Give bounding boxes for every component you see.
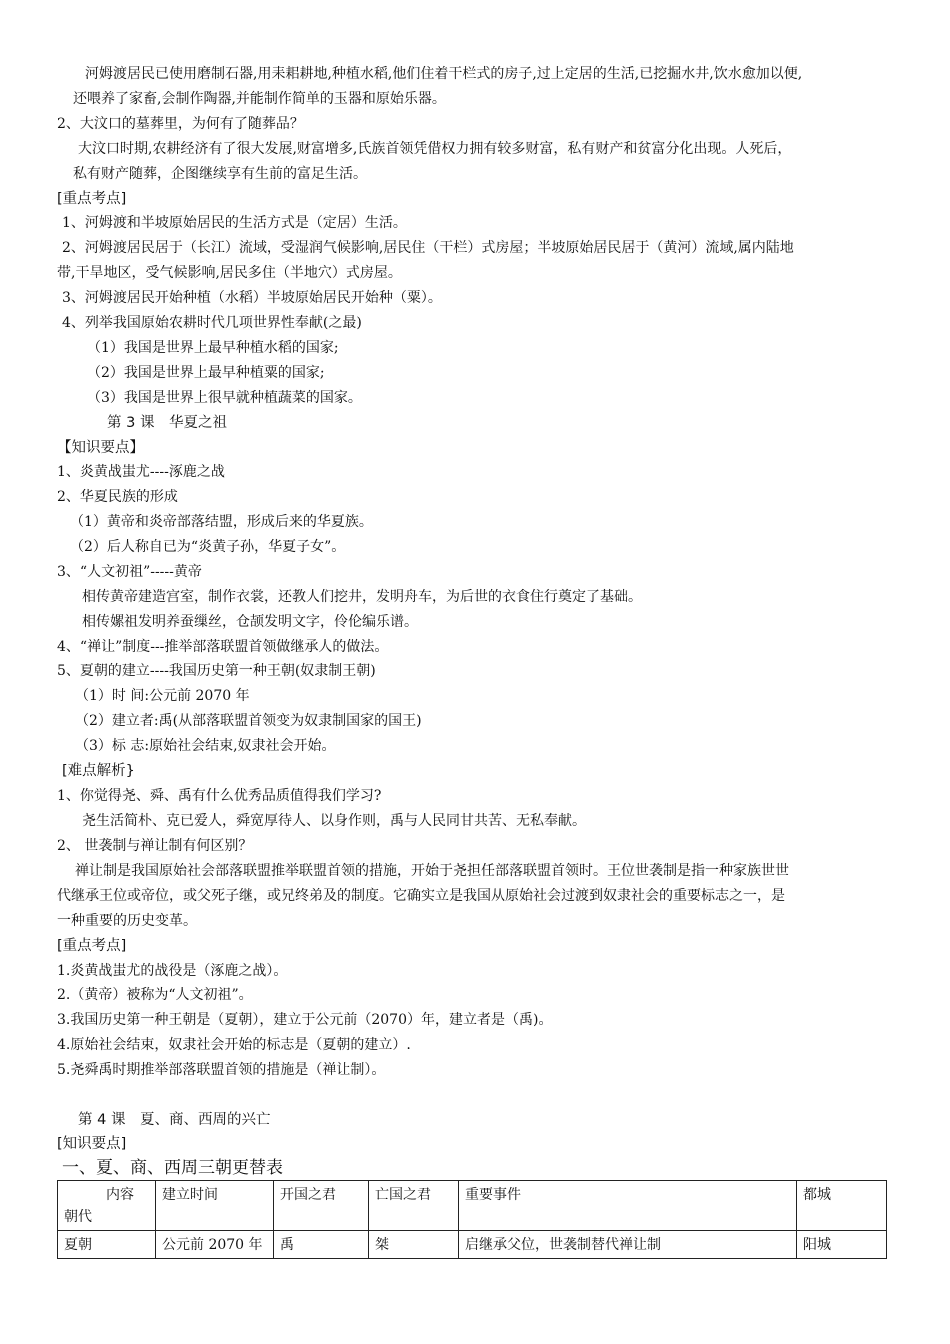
corner-label-content: 内容 [106, 1187, 134, 1203]
knowledge-3-detail-2: 相传嫘祖发明养蚕缫丝，仓颉发明文字，伶伦编乐谱。 [82, 614, 418, 630]
difficulty-answer-2-line-1: 禅让制是我国原始社会部落联盟推举联盟首领的措施，开始于尧担任部落联盟首领时。王位世袭制是指一种家族世世 [75, 863, 789, 879]
cell-last-ruler: 桀 [369, 1231, 459, 1259]
key-point-4-item-3: （3）我国是世界上很早就种植蔬菜的国家。 [87, 390, 362, 406]
difficulty-question-2: 2、 世袭制与禅让制有何区别？ [57, 838, 253, 854]
difficulty-answer-1: 尧生活简朴、克已爱人，舜宽厚待人、以身作则，禹与人民同甘共苦、无私奉献。 [82, 813, 586, 829]
key-point-1: 1、河姆渡和半坡原始居民的生活方式是（定居）生活。 [62, 215, 407, 231]
cell-dynasty: 夏朝 [58, 1231, 156, 1259]
key-point-b-3: 3.我国历史第一种王朝是（夏朝），建立于公元前（2070）年，建立者是（禹)。 [57, 1012, 553, 1028]
paragraph-hemudu-line-2: 还喂养了家畜,会制作陶器,并能制作简单的玉器和原始乐器。 [73, 91, 446, 107]
key-point-b-5: 5.尧舜禹时期推举部落联盟首领的措施是（禅让制）。 [57, 1062, 386, 1078]
table-caption: 一、夏、商、西周三朝更替表 [62, 1158, 283, 1178]
table-row [58, 1231, 887, 1259]
section-heading-key-points-2: [重点考点] [57, 938, 127, 954]
key-point-4-item-2: （2）我国是世界上最早种植粟的国家; [87, 365, 325, 381]
knowledge-4: 4、“禅让”制度---推举部落联盟首领做继承人的做法。 [57, 639, 389, 655]
key-point-b-2: 2.（黄帝）被称为“人文初祖”。 [57, 987, 253, 1003]
key-point-4-item-1: （1）我国是世界上最早种植水稻的国家; [87, 340, 339, 356]
answer-dawenkou-line-1: 大汶口时期,农耕经济有了很大发展,财富增多,氏族首领凭借权力拥有较多财富，私有财产和贫富分化出现。人死后， [78, 141, 792, 157]
difficulty-answer-2-line-3: 一种重要的历史变革。 [57, 913, 197, 929]
section-heading-difficulties: [难点解析} [62, 763, 135, 779]
header-last-ruler: 亡国之君 [369, 1181, 459, 1231]
knowledge-3-detail-1: 相传黄帝建造宫室，制作衣裳，还教人们挖井，发明舟车，为后世的衣食住行奠定了基础。 [82, 589, 642, 605]
section-heading-knowledge: 【知识要点】 [57, 440, 144, 456]
key-point-3: 3、河姆渡居民开始种植（水稻）半坡原始居民开始种（粟）。 [62, 290, 442, 306]
knowledge-5-item-1: （1）时 间:公元前 2070 年 [75, 688, 250, 704]
knowledge-5: 5、夏朝的建立----我国历史第一种王朝(奴隶制王朝) [57, 663, 376, 679]
knowledge-5-item-3: （3）标 志:原始社会结束,奴隶社会开始。 [75, 738, 336, 754]
cell-capital: 阳城 [797, 1231, 887, 1259]
difficulty-answer-2-line-2: 代继承王位或帝位，或父死子继，或兄终弟及的制度。它确实立是我国从原始社会过渡到奴隶社会的重要标志之一，是 [57, 888, 785, 904]
key-point-b-1: 1.炎黄战蚩尤的战役是（涿鹿之战）。 [57, 963, 288, 979]
dynasty-table [57, 1180, 887, 1259]
corner-label-dynasty: 朝代 [64, 1209, 92, 1225]
knowledge-2: 2、华夏民族的形成 [57, 489, 178, 505]
answer-dawenkou-line-2: 私有财产随葬，企图继续享有生前的富足生活。 [73, 166, 367, 182]
question-dawenkou: 2、大汶口的墓葬里，为何有了随葬品？ [57, 116, 304, 132]
table-corner-cell [58, 1181, 156, 1231]
header-founder: 开国之君 [274, 1181, 369, 1231]
key-point-2-line-1: 2、河姆渡居民居于（长江）流域，受湿润气候影响,居民住（干栏）式房屋；半坡原始居民居于（黄河）流域,属内陆地 [62, 240, 794, 256]
section-heading-key-points: [重点考点] [57, 191, 127, 207]
knowledge-3: 3、“人文初祖”-----黄帝 [57, 564, 202, 580]
paragraph-hemudu-line-1: 河姆渡居民已使用磨制石器,用耒耜耕地,种植水稻,他们住着干栏式的房子,过上定居的生活,已挖掘水井,饮水愈加以便, [85, 66, 803, 82]
header-major-events: 重要事件 [459, 1181, 797, 1231]
key-point-2-line-2: 带,干旱地区，受气候影响,居民多住（半地穴）式房屋。 [57, 265, 402, 281]
key-point-4: 4、列举我国原始农耕时代几项世界性奉献(之最) [62, 315, 362, 331]
lesson-4-title: 第 4 课 夏、商、西周的兴亡 [78, 1112, 271, 1128]
header-founding-time: 建立时间 [156, 1181, 274, 1231]
difficulty-question-1: 1、你觉得尧、舜、禹有什么优秀品质值得我们学习? [57, 788, 382, 804]
header-capital: 都城 [797, 1181, 887, 1231]
cell-major-events: 启继承父位，世袭制替代禅让制 [459, 1231, 797, 1259]
knowledge-2-item-2: （2）后人称自已为“炎黄子孙，华夏子女”。 [70, 539, 346, 555]
cell-founding-time: 公元前 2070 年 [156, 1231, 274, 1259]
table-header-row [58, 1181, 887, 1231]
knowledge-5-item-2: （2）建立者:禹(从部落联盟首领变为奴隶制国家的国王) [75, 713, 422, 729]
section-heading-knowledge-2: [知识要点] [57, 1136, 127, 1152]
knowledge-1: 1、炎黄战蚩尤----涿鹿之战 [57, 464, 225, 480]
knowledge-2-item-1: （1）黄帝和炎帝部落结盟，形成后来的华夏族。 [70, 514, 373, 530]
lesson-3-title: 第 3 课 华夏之祖 [107, 415, 227, 431]
key-point-b-4: 4.原始社会结束，奴隶社会开始的标志是（夏朝的建立）. [57, 1037, 411, 1053]
cell-founder: 禹 [274, 1231, 369, 1259]
